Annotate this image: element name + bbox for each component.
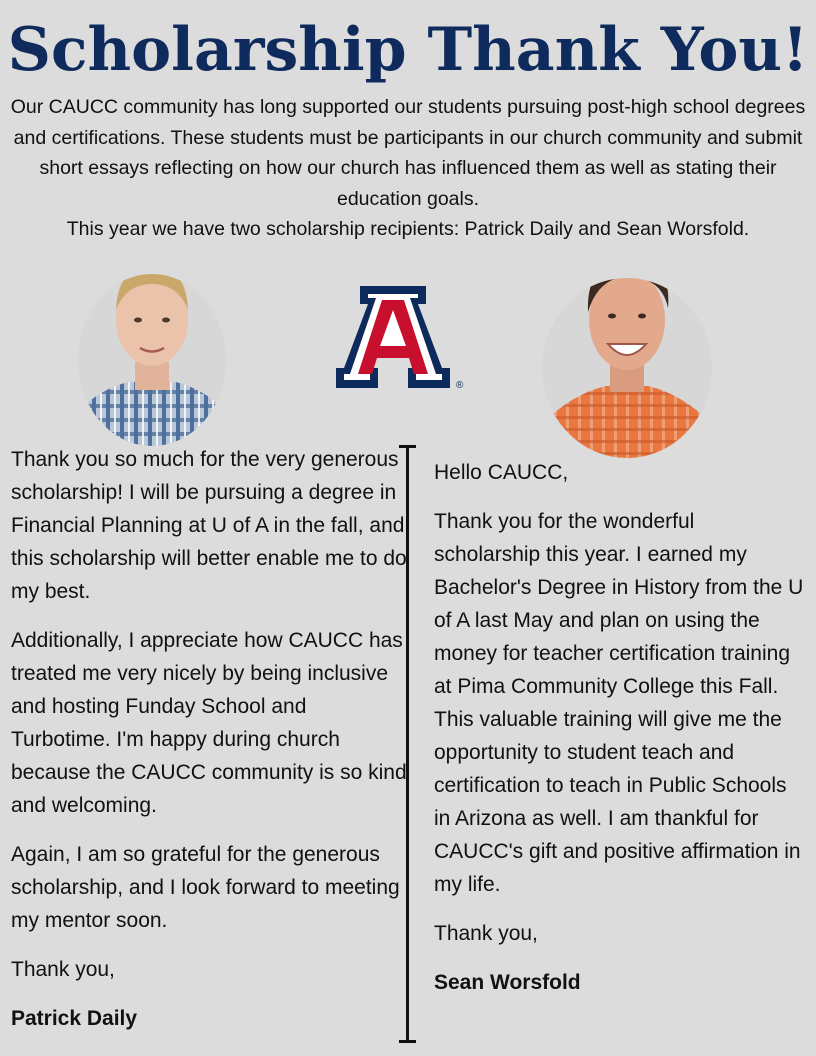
right-letter-signature: Sean Worsfold	[434, 971, 581, 994]
right-letter-closing: Thank you,	[434, 922, 538, 945]
intro-text	[10, 92, 806, 245]
left-letter-signature: Patrick Daily	[11, 1007, 138, 1030]
left-letter-paragraph-2: Additionally, I appreciate how CAUCC has treated me very nicely by being inclusive and hosting Funday School and Turbotime. I'm happy during church because the CAUCC community is so kind and welcoming.	[11, 629, 407, 817]
sean-worsfold-photo	[542, 248, 712, 458]
intro-paragraph: Our CAUCC community has long supported our students pursuing post-high school degrees and certifications. These students must be participants in our church community and submit short essays reflecting on how our church has influenced them as well as stating their education goals.	[10, 96, 806, 210]
patrick-daily-letter	[11, 443, 407, 1051]
patrick-daily-photo	[78, 250, 226, 446]
left-letter-closing: Thank you,	[11, 958, 115, 981]
left-letter-paragraph-1: Thank you so much for the very generous scholarship! I will be pursuing a degree in Financial Planning at U of A in the fall, and this scholarship will better enable me to do my best.	[11, 448, 407, 603]
recipients-line: This year we have two scholarship recipients: Patrick Daily and Sean Worsfold.	[66, 218, 750, 240]
university-a-logo	[330, 282, 470, 394]
right-letter-greeting: Hello CAUCC,	[434, 461, 569, 484]
right-letter-paragraph-1: Thank you for the wonderful scholarship this year. I earned my Bachelor's Degree in History from the U of A last May and plan on using the money for teacher certification training at Pima Community College this Fall. This valuable training will give me the opportunity to student teach and certification to teach in Public Schools in Arizona as well. I am thankful for CAUCC's gift and positive affirmation in my life.	[434, 510, 804, 896]
page-title: Scholarship Thank You!	[7, 15, 809, 85]
left-letter-paragraph-3: Again, I am so grateful for the generous scholarship, and I look forward to meeting my mentor soon.	[11, 843, 400, 932]
registered-mark: ®	[456, 380, 464, 391]
sean-worsfold-letter	[434, 456, 804, 1015]
